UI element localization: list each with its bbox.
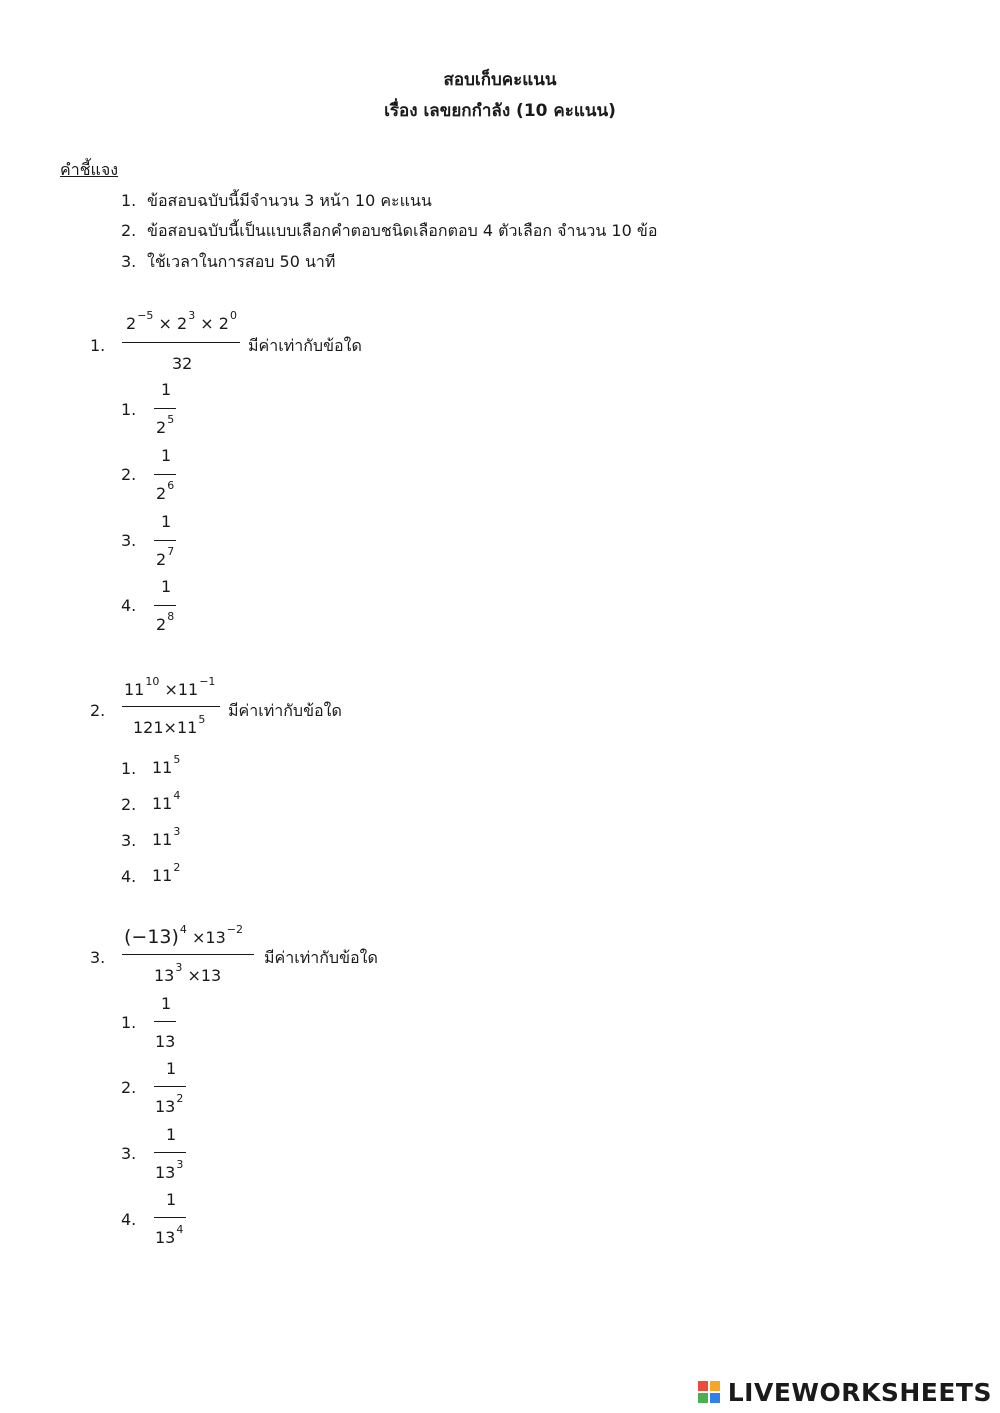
option-number: 3. — [121, 531, 137, 550]
question-2-option-1[interactable]: $11^5$ — [152, 752, 181, 777]
instruction-item — [121, 250, 335, 275]
question-2-option-3[interactable]: $11^3$ — [152, 824, 181, 849]
option-number: 1. — [121, 759, 137, 778]
instruction-text: ข้อสอบฉบับนี้เป็นแบบเลือกคำตอบชนิดเลือกตอบ 4 ตัวเลือก จำนวน 10 ข้อ — [147, 221, 658, 240]
question-3-number: 3. — [90, 948, 106, 967]
question-1-denominator: 32 — [172, 354, 193, 373]
instruction-text: ข้อสอบฉบับนี้มีจำนวน 3 หน้า 10 คะแนน — [147, 191, 432, 210]
option-number: 1. — [121, 1013, 137, 1032]
question-2-fraction-bar — [122, 706, 220, 707]
question-1-text: มีค่าเท่ากับข้อใด — [248, 336, 362, 355]
question-2-option-4[interactable]: $11^2$ — [152, 860, 181, 885]
question-2-text: มีค่าเท่ากับข้อใด — [228, 701, 342, 720]
question-3-fraction-bar — [122, 954, 254, 955]
exam-subtitle: เรื่อง เลขยกกำลัง (10 คะแนน) — [384, 101, 616, 121]
question-2-numerator: $11^{10} \times 11^{-1}$ — [124, 674, 216, 699]
option-number: 2. — [121, 1078, 137, 1097]
question-1-number: 1. — [90, 336, 106, 355]
option-number: 2. — [121, 795, 137, 814]
option-number: 4. — [121, 596, 137, 615]
question-3-numerator: $(-13)^4 \times 13^{-2}$ — [124, 922, 243, 948]
option-number: 4. — [121, 867, 137, 886]
instructions-heading: คำชี้แจง — [60, 160, 119, 179]
question-1-numerator: $2^{-5} \times 2^3 \times 2^0$ — [126, 308, 237, 333]
instruction-number: 2. — [121, 221, 137, 240]
instruction-number: 3. — [121, 252, 137, 271]
instruction-item — [121, 189, 432, 214]
liveworksheets-brand[interactable]: LIVEWORKSHEETS — [727, 1378, 992, 1407]
liveworksheets-logo-icon — [698, 1381, 722, 1403]
question-2-denominator: $121\times 11^5$ — [133, 712, 206, 737]
question-2-number: 2. — [90, 701, 106, 720]
option-number: 3. — [121, 831, 137, 850]
instruction-number: 1. — [121, 191, 137, 210]
question-2-option-2[interactable]: $11^4$ — [152, 788, 181, 813]
instruction-item — [121, 219, 657, 244]
exam-title: สอบเก็บคะแนน — [443, 70, 557, 90]
option-number: 3. — [121, 1144, 137, 1163]
question-3-text: มีค่าเท่ากับข้อใด — [264, 948, 378, 967]
question-1-fraction-bar — [122, 342, 240, 343]
option-number: 1. — [121, 400, 137, 419]
option-number: 2. — [121, 465, 137, 484]
option-number: 4. — [121, 1210, 137, 1229]
question-3-denominator: $13^3 \times 13$ — [154, 960, 222, 985]
instruction-text: ใช้เวลาในการสอบ 50 นาที — [147, 252, 336, 271]
